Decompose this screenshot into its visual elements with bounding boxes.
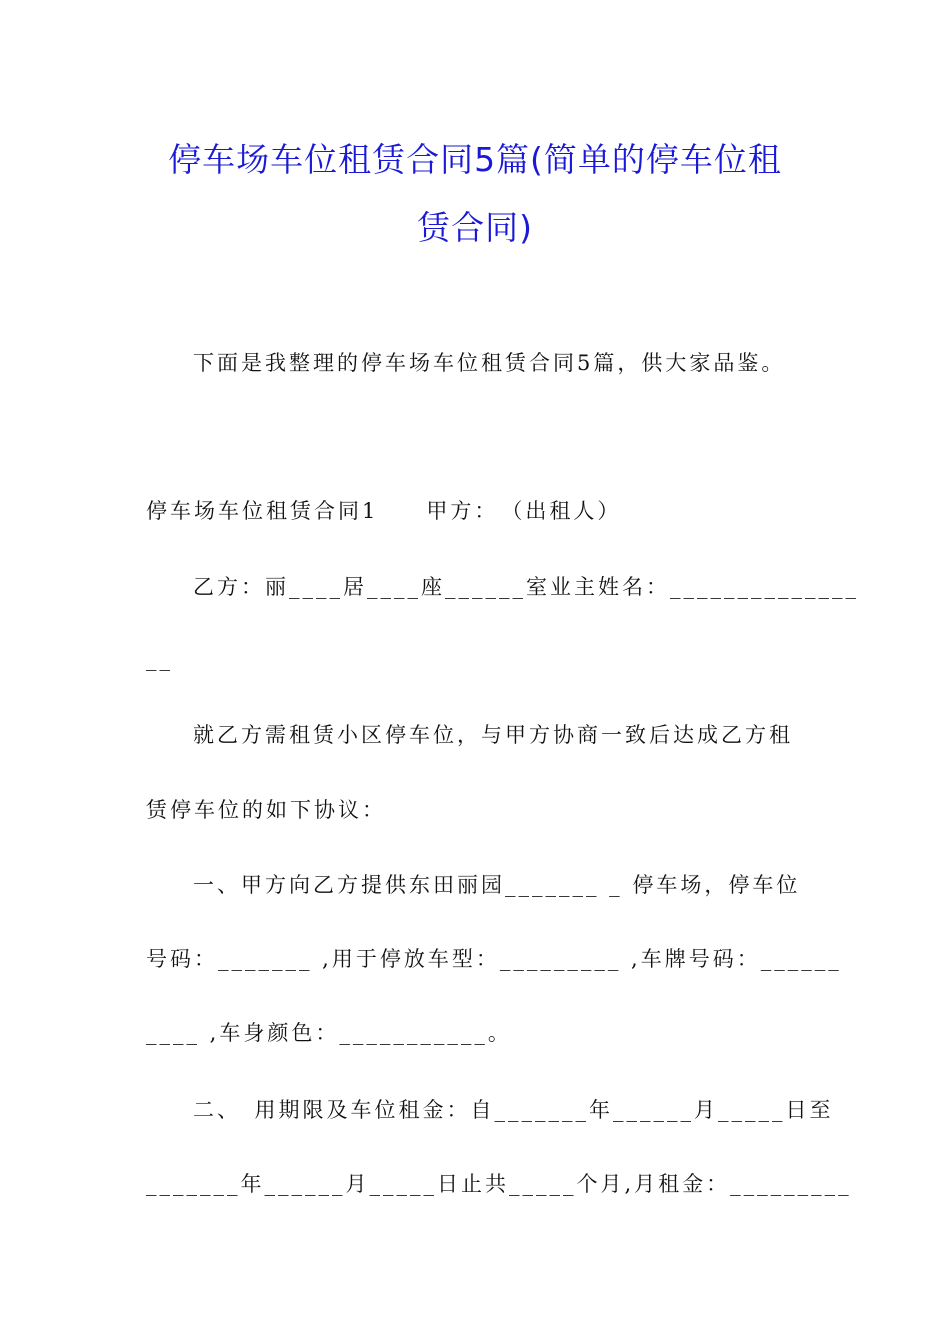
- document-title-line-1: 停车场车位租赁合同5篇(简单的停车位租: [168, 140, 782, 179]
- intro-paragraph: 下面是我整理的停车场车位租赁合同5篇，供大家品鉴。: [193, 351, 786, 375]
- agreement-paragraph: 就乙方需租赁小区停车位，与甲方协商一致后达成乙方租: [193, 723, 793, 747]
- clause-one: 一、甲方向乙方提供东田丽园_______ _ 停车场，停车位: [193, 873, 801, 897]
- party-b-line: 乙方：丽____居____座______室业主姓名：______________: [193, 575, 859, 599]
- clause-two: 二、 用期限及车位租金：自_______年______月_____日至: [193, 1098, 834, 1122]
- clause-one-end: ____ ,车身颜色：___________。: [146, 1021, 512, 1045]
- agreement-paragraph-continued: 赁停车位的如下协议：: [146, 798, 386, 822]
- party-b-line-continued: __: [146, 647, 173, 671]
- clause-one-continued: 号码：_______ ,用于停放车型：_________ ,车牌号码：______: [146, 947, 842, 971]
- document-title-line-2: 赁合同): [417, 208, 533, 247]
- clause-two-continued: _______年______月_____日止共_____个月,月租金：_________: [146, 1172, 852, 1196]
- contract-heading-party-a: 停车场车位租赁合同1 甲方： （出租人）: [146, 499, 622, 523]
